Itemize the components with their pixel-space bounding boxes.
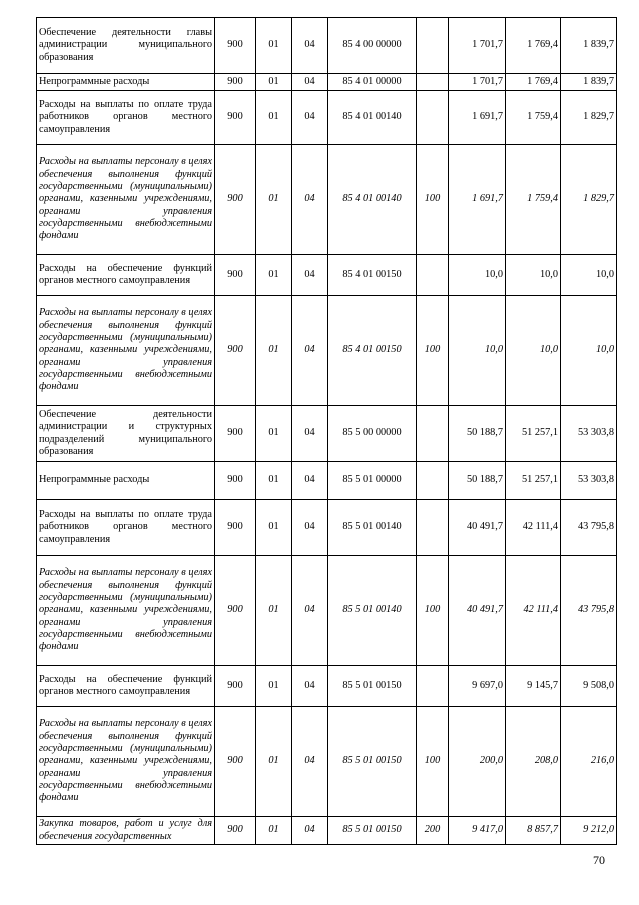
row-expense-type	[417, 255, 449, 296]
row-amount-year3: 10,0	[561, 255, 617, 296]
row-amount-year3: 216,0	[561, 707, 617, 817]
row-amount-year2: 1 759,4	[506, 91, 561, 145]
row-admin-code: 900	[215, 406, 256, 462]
row-name: Непрограммные расходы	[37, 462, 215, 500]
row-amount-year2: 42 111,4	[506, 556, 561, 666]
row-section: 01	[256, 707, 292, 817]
row-amount-year1: 10,0	[449, 255, 506, 296]
row-amount-year1: 1 691,7	[449, 91, 506, 145]
row-amount-year2: 1 769,4	[506, 74, 561, 91]
table-row	[37, 666, 617, 707]
row-admin-code: 900	[215, 74, 256, 91]
row-section: 01	[256, 666, 292, 707]
row-expense-type	[417, 18, 449, 74]
row-amount-year1: 1 701,7	[449, 74, 506, 91]
row-subsection: 04	[292, 91, 328, 145]
row-amount-year3: 9 212,0	[561, 817, 617, 845]
row-section: 01	[256, 462, 292, 500]
row-target-article: 85 4 01 00000	[328, 74, 417, 91]
table-row	[37, 255, 617, 296]
row-section: 01	[256, 74, 292, 91]
row-amount-year2: 51 257,1	[506, 462, 561, 500]
row-amount-year1: 50 188,7	[449, 462, 506, 500]
row-amount-year3: 10,0	[561, 296, 617, 406]
table-row	[37, 462, 617, 500]
row-admin-code: 900	[215, 666, 256, 707]
row-amount-year2: 42 111,4	[506, 500, 561, 556]
table-row	[37, 18, 617, 74]
row-amount-year3: 9 508,0	[561, 666, 617, 707]
row-subsection: 04	[292, 666, 328, 707]
row-subsection: 04	[292, 145, 328, 255]
row-section: 01	[256, 817, 292, 845]
table-row	[37, 91, 617, 145]
row-amount-year3: 53 303,8	[561, 406, 617, 462]
row-expense-type	[417, 74, 449, 91]
row-amount-year1: 9 417,0	[449, 817, 506, 845]
row-amount-year1: 1 701,7	[449, 18, 506, 74]
row-amount-year2: 8 857,7	[506, 817, 561, 845]
row-amount-year1: 10,0	[449, 296, 506, 406]
row-name: Расходы на выплаты персоналу в целях обеспечения выполнения функций государственными (муниципальными) органами, казенными учреждениями, органами управления государственными внебюджетными фондами	[37, 556, 215, 666]
row-admin-code: 900	[215, 556, 256, 666]
row-name: Расходы на выплаты персоналу в целях обеспечения выполнения функций государственными (муниципальными) органами, казенными учреждениями, органами управления государственными внебюджетными фондами	[37, 707, 215, 817]
row-name: Расходы на обеспечение функций органов местного самоуправления	[37, 255, 215, 296]
row-expense-type	[417, 91, 449, 145]
row-target-article: 85 4 01 00140	[328, 145, 417, 255]
row-amount-year1: 9 697,0	[449, 666, 506, 707]
row-expense-type	[417, 462, 449, 500]
row-amount-year3: 1 839,7	[561, 74, 617, 91]
row-target-article: 85 4 01 00150	[328, 296, 417, 406]
row-subsection: 04	[292, 18, 328, 74]
row-amount-year2: 9 145,7	[506, 666, 561, 707]
row-target-article: 85 4 01 00150	[328, 255, 417, 296]
row-name: Обеспечение деятельности администрации и структурных подразделений муниципального образования	[37, 406, 215, 462]
row-amount-year2: 51 257,1	[506, 406, 561, 462]
row-amount-year3: 53 303,8	[561, 462, 617, 500]
row-subsection: 04	[292, 296, 328, 406]
row-target-article: 85 5 01 00150	[328, 666, 417, 707]
row-expense-type	[417, 666, 449, 707]
row-subsection: 04	[292, 500, 328, 556]
row-subsection: 04	[292, 556, 328, 666]
row-amount-year3: 1 829,7	[561, 145, 617, 255]
row-subsection: 04	[292, 406, 328, 462]
row-section: 01	[256, 500, 292, 556]
table-row	[37, 707, 617, 817]
row-target-article: 85 5 01 00150	[328, 707, 417, 817]
table-row	[37, 500, 617, 556]
row-amount-year3: 1 829,7	[561, 91, 617, 145]
row-admin-code: 900	[215, 145, 256, 255]
row-target-article: 85 5 01 00140	[328, 556, 417, 666]
table-row	[37, 556, 617, 666]
row-expense-type: 100	[417, 296, 449, 406]
row-amount-year3: 43 795,8	[561, 556, 617, 666]
row-section: 01	[256, 406, 292, 462]
row-amount-year1: 40 491,7	[449, 500, 506, 556]
table-row	[37, 145, 617, 255]
row-amount-year1: 50 188,7	[449, 406, 506, 462]
row-admin-code: 900	[215, 707, 256, 817]
row-section: 01	[256, 296, 292, 406]
row-admin-code: 900	[215, 296, 256, 406]
row-admin-code: 900	[215, 500, 256, 556]
row-name: Расходы на выплаты по оплате труда работников органов местного самоуправления	[37, 91, 215, 145]
row-section: 01	[256, 255, 292, 296]
row-expense-type: 100	[417, 556, 449, 666]
row-admin-code: 900	[215, 255, 256, 296]
row-admin-code: 900	[215, 817, 256, 845]
row-amount-year2: 208,0	[506, 707, 561, 817]
row-admin-code: 900	[215, 18, 256, 74]
row-subsection: 04	[292, 255, 328, 296]
row-amount-year1: 1 691,7	[449, 145, 506, 255]
row-amount-year1: 200,0	[449, 707, 506, 817]
row-expense-type	[417, 406, 449, 462]
row-subsection: 04	[292, 74, 328, 91]
row-section: 01	[256, 145, 292, 255]
row-amount-year3: 1 839,7	[561, 18, 617, 74]
row-admin-code: 900	[215, 462, 256, 500]
row-amount-year2: 1 759,4	[506, 145, 561, 255]
row-section: 01	[256, 91, 292, 145]
page-number: 70	[593, 853, 605, 867]
table-row	[37, 817, 617, 845]
row-target-article: 85 5 01 00140	[328, 500, 417, 556]
row-admin-code: 900	[215, 91, 256, 145]
row-name: Расходы на выплаты персоналу в целях обеспечения выполнения функций государственными (муниципальными) органами, казенными учреждениями, органами управления государственными внебюджетными фондами	[37, 145, 215, 255]
table-row	[37, 296, 617, 406]
row-amount-year2: 10,0	[506, 255, 561, 296]
row-expense-type: 100	[417, 707, 449, 817]
row-name: Расходы на обеспечение функций органов местного самоуправления	[37, 666, 215, 707]
table-row	[37, 406, 617, 462]
row-subsection: 04	[292, 462, 328, 500]
row-name: Расходы на выплаты по оплате труда работников органов местного самоуправления	[37, 500, 215, 556]
row-target-article: 85 5 00 00000	[328, 406, 417, 462]
row-section: 01	[256, 18, 292, 74]
row-amount-year2: 1 769,4	[506, 18, 561, 74]
row-target-article: 85 4 01 00140	[328, 91, 417, 145]
row-expense-type	[417, 500, 449, 556]
row-expense-type: 100	[417, 145, 449, 255]
row-amount-year1: 40 491,7	[449, 556, 506, 666]
row-target-article: 85 4 00 00000	[328, 18, 417, 74]
row-section: 01	[256, 556, 292, 666]
row-name: Расходы на выплаты персоналу в целях обеспечения выполнения функций государственными (муниципальными) органами, казенными учреждениями, органами управления государственными внебюджетными фондами	[37, 296, 215, 406]
row-name: Непрограммные расходы	[37, 74, 215, 91]
row-subsection: 04	[292, 707, 328, 817]
row-name: Закупка товаров, работ и услуг для обеспечения государственных	[37, 817, 215, 845]
table-row	[37, 74, 617, 91]
row-amount-year3: 43 795,8	[561, 500, 617, 556]
row-expense-type: 200	[417, 817, 449, 845]
row-target-article: 85 5 01 00000	[328, 462, 417, 500]
row-target-article: 85 5 01 00150	[328, 817, 417, 845]
row-subsection: 04	[292, 817, 328, 845]
row-name: Обеспечение деятельности главы администрации муниципального образования	[37, 18, 215, 74]
row-amount-year2: 10,0	[506, 296, 561, 406]
budget-table	[36, 17, 617, 845]
